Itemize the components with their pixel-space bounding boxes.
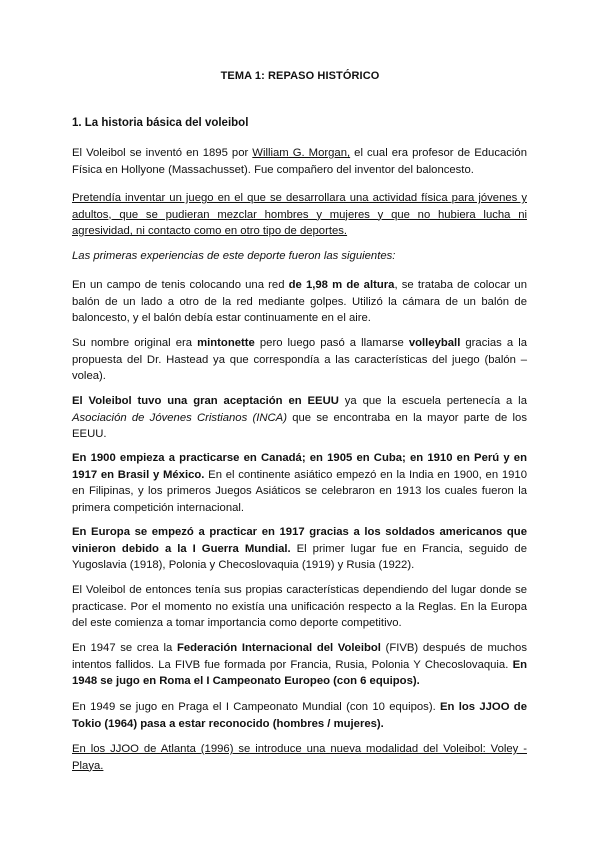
text-run: En un campo de tenis colocando una red bbox=[72, 279, 289, 291]
text-run: Su nombre original era bbox=[72, 337, 198, 349]
paragraph-tennis-court bbox=[72, 277, 527, 327]
page-title: TEMA 1: REPASO HISTÓRICO bbox=[220, 70, 380, 82]
text-run: que se encontraba en la mayor parte de los EEUU. bbox=[72, 411, 527, 440]
paragraph-purpose: Pretendía inventar un juego en el que se desarrollara una actividad física para jóvenes y adultos, que se pudieran mezclar hombres y mujeres y que no hubiera lucha ni agresividad, ni contacto como en otro tipo de deportes. bbox=[72, 192, 527, 237]
inventor-link[interactable]: William G. Morgan, bbox=[252, 147, 351, 159]
paragraph-origin-text-end: el cual era profesor de Educación Física en Hollyone (Massachusset). Fue compañero del inventor del baloncesto. bbox=[72, 147, 527, 176]
text-run: , se trataba de colocar un balón de un lado a otro de la red mediante golpes. Utilizó la cámara de un balón de baloncesto, y el balón debía estar continuamente en el aire. bbox=[72, 279, 528, 324]
volleyball-term: volleyball bbox=[408, 337, 461, 349]
european-championship: En 1948 se jugo en Roma el I Campeonato Europeo (con 6 equipos). bbox=[72, 658, 527, 687]
europe-bold: En Europa se empezó a practicar en 1917 gracias a los soldados americanos que vinieron debido a la I Guerra Mundial. bbox=[72, 526, 527, 555]
text-run: En 1947 se crea la bbox=[72, 642, 177, 654]
expansion-bold: En 1900 empieza a practicarse en Canadá; en 1905 en Cuba; en 1910 en Perú y en 1917 en Brasil y México. bbox=[72, 452, 527, 481]
acceptance-bold: El Voleibol tuvo una gran aceptación en EEUU bbox=[72, 395, 339, 407]
net-height: de 1,98 m de altura bbox=[288, 279, 395, 291]
paragraph-characteristics: El Voleibol de entonces tenía sus propias características dependiendo del lugar donde se practicase. Por el momento no existía una unificación respecto a la Reglas. En la Europa del este comienza a tomar importancia como deporte competitivo. bbox=[72, 584, 527, 629]
paragraph-beach-volley: En los JJOO de Atlanta (1996) se introduce una nueva modalidad del Voleibol: Voley - Playa. bbox=[72, 743, 527, 772]
paragraph-world-championship bbox=[72, 699, 527, 732]
text-run: ya que la escuela pertenecía a la bbox=[338, 395, 527, 407]
paragraph-origin bbox=[72, 145, 527, 178]
paragraph-expansion bbox=[72, 450, 527, 516]
mintonette-term: mintonette bbox=[197, 337, 255, 349]
paragraph-acceptance bbox=[72, 393, 527, 443]
text-run: En 1949 se jugo en Praga el I Campeonato Mundial (con 10 equipos). bbox=[72, 701, 441, 713]
paragraph-europe bbox=[72, 524, 527, 574]
paragraph-name bbox=[72, 335, 527, 385]
paragraph-origin-text: El Voleibol se inventó en 1895 por bbox=[72, 147, 253, 159]
paragraph-first-experiences: Las primeras experiencias de este deporte fueron las siguientes: bbox=[72, 250, 396, 262]
text-run: El primer lugar fue en Francia, seguido de Yugoslavia (1918), Polonia y Checoslovaquia (1919) y Rusia (1922). bbox=[72, 542, 527, 571]
olympics-recognition: En los JJOO de Tokio (1964) pasa a estar reconocido (hombres / mujeres). bbox=[72, 701, 527, 730]
text-run: (FIVB) después de muchos intentos fallidos. La FIVB fue formada por Francia, Rusia, Polonia Y Checoslovaquia. bbox=[72, 642, 527, 671]
text-run: En el continente asiático empezó en la India en 1900, en 1910 en Filipinas, y los primeros Juegos Asiáticos se celebraron en 1913 los cuales fueron la primera competición internacional. bbox=[72, 468, 527, 514]
association-name: Asociación de Jóvenes Cristianos (INCA) bbox=[72, 411, 287, 424]
federation-name: Federación Internacional del Voleibol bbox=[176, 642, 381, 654]
text-run: gracias a la propuesta del Dr. Hastead ya que correspondía a las características del juego (balón – volea). bbox=[72, 337, 527, 382]
text-run: pero luego pasó a llamarse bbox=[254, 337, 409, 349]
paragraph-federation bbox=[72, 640, 527, 690]
section-heading: 1. La historia básica del voleibol bbox=[72, 117, 249, 129]
